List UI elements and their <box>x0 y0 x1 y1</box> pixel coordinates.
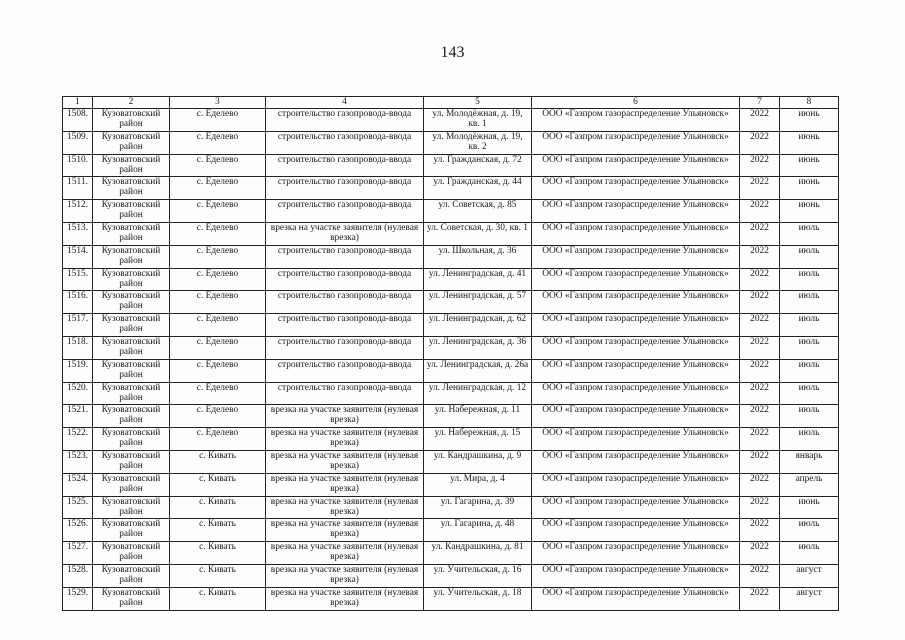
month-cell: август <box>780 587 839 610</box>
month-cell: июль <box>780 405 839 428</box>
table-row <box>63 382 839 405</box>
work-type-cell: строительство газопровода-ввода <box>266 245 424 268</box>
work-type-cell: врезка на участке заявителя (нулевая врезка) <box>266 542 424 565</box>
year-cell: 2022 <box>740 222 780 245</box>
address-cell: ул. Гагарина, д. 48 <box>424 519 532 542</box>
district-cell: Кузоватовский район <box>93 222 170 245</box>
work-type-cell: строительство газопровода-ввода <box>266 154 424 177</box>
address-cell: ул. Гражданская, д. 44 <box>424 177 532 200</box>
settlement-cell: с. Еделево <box>170 222 266 245</box>
address-cell: ул. Ленинградская, д. 36 <box>424 336 532 359</box>
address-cell: ул. Ленинградская, д. 12 <box>424 382 532 405</box>
address-cell: ул. Учительская, д. 16 <box>424 564 532 587</box>
district-cell: Кузоватовский район <box>93 519 170 542</box>
settlement-cell: с. Кивать <box>170 587 266 610</box>
work-type-cell: строительство газопровода-ввода <box>266 382 424 405</box>
month-cell: июнь <box>780 131 839 154</box>
header-col-4: 4 <box>266 97 424 109</box>
table-row <box>63 587 839 610</box>
page-number: 143 <box>440 44 465 61</box>
header-col-3: 3 <box>170 97 266 109</box>
work-type-cell: строительство газопровода-ввода <box>266 314 424 337</box>
district-cell: Кузоватовский район <box>93 359 170 382</box>
settlement-cell: с. Еделево <box>170 177 266 200</box>
row-number-cell: 1523. <box>63 450 93 473</box>
settlement-cell: с. Еделево <box>170 200 266 223</box>
year-cell: 2022 <box>740 428 780 451</box>
settlement-cell: с. Еделево <box>170 428 266 451</box>
work-type-cell: врезка на участке заявителя (нулевая врезка) <box>266 587 424 610</box>
settlement-cell: с. Еделево <box>170 382 266 405</box>
organization-cell: ООО «Газпром газораспределение Ульяновск» <box>532 382 740 405</box>
settlement-cell: с. Кивать <box>170 519 266 542</box>
work-type-cell: врезка на участке заявителя (нулевая врезка) <box>266 405 424 428</box>
year-cell: 2022 <box>740 245 780 268</box>
district-cell: Кузоватовский район <box>93 131 170 154</box>
table-row <box>63 154 839 177</box>
table-row <box>63 109 839 132</box>
header-col-7: 7 <box>740 97 780 109</box>
address-cell: ул. Набережная, д. 11 <box>424 405 532 428</box>
address-cell: ул. Кандрашкина, д. 9 <box>424 450 532 473</box>
month-cell: июль <box>780 222 839 245</box>
row-number-cell: 1510. <box>63 154 93 177</box>
row-number-cell: 1516. <box>63 291 93 314</box>
organization-cell: ООО «Газпром газораспределение Ульяновск» <box>532 268 740 291</box>
work-type-cell: строительство газопровода-ввода <box>266 268 424 291</box>
address-cell: ул. Школьная, д. 36 <box>424 245 532 268</box>
organization-cell: ООО «Газпром газораспределение Ульяновск» <box>532 314 740 337</box>
organization-cell: ООО «Газпром газораспределение Ульяновск» <box>532 450 740 473</box>
work-type-cell: врезка на участке заявителя (нулевая врезка) <box>266 496 424 519</box>
settlement-cell: с. Еделево <box>170 109 266 132</box>
year-cell: 2022 <box>740 200 780 223</box>
organization-cell: ООО «Газпром газораспределение Ульяновск» <box>532 542 740 565</box>
year-cell: 2022 <box>740 314 780 337</box>
month-cell: июль <box>780 336 839 359</box>
table-row <box>63 131 839 154</box>
address-cell: ул. Молодёжная, д. 19, кв. 2 <box>424 131 532 154</box>
organization-cell: ООО «Газпром газораспределение Ульяновск» <box>532 177 740 200</box>
address-cell: ул. Ленинградская, д. 26а <box>424 359 532 382</box>
year-cell: 2022 <box>740 542 780 565</box>
month-cell: июнь <box>780 177 839 200</box>
settlement-cell: с. Кивать <box>170 496 266 519</box>
organization-cell: ООО «Газпром газораспределение Ульяновск» <box>532 336 740 359</box>
table-row <box>63 291 839 314</box>
organization-cell: ООО «Газпром газораспределение Ульяновск» <box>532 200 740 223</box>
organization-cell: ООО «Газпром газораспределение Ульяновск» <box>532 154 740 177</box>
year-cell: 2022 <box>740 177 780 200</box>
settlement-cell: с. Еделево <box>170 268 266 291</box>
table-row <box>63 336 839 359</box>
row-number-cell: 1521. <box>63 405 93 428</box>
year-cell: 2022 <box>740 450 780 473</box>
month-cell: август <box>780 564 839 587</box>
table-row <box>63 222 839 245</box>
month-cell: апрель <box>780 473 839 496</box>
work-type-cell: врезка на участке заявителя (нулевая врезка) <box>266 222 424 245</box>
row-number-cell: 1511. <box>63 177 93 200</box>
row-number-cell: 1513. <box>63 222 93 245</box>
organization-cell: ООО «Газпром газораспределение Ульяновск» <box>532 496 740 519</box>
organization-cell: ООО «Газпром газораспределение Ульяновск» <box>532 519 740 542</box>
year-cell: 2022 <box>740 564 780 587</box>
district-cell: Кузоватовский район <box>93 564 170 587</box>
month-cell: июль <box>780 314 839 337</box>
header-col-6: 6 <box>532 97 740 109</box>
address-cell: ул. Набережная, д. 15 <box>424 428 532 451</box>
organization-cell: ООО «Газпром газораспределение Ульяновск» <box>532 222 740 245</box>
month-cell: июнь <box>780 200 839 223</box>
row-number-cell: 1508. <box>63 109 93 132</box>
organization-cell: ООО «Газпром газораспределение Ульяновск» <box>532 405 740 428</box>
settlement-cell: с. Еделево <box>170 245 266 268</box>
table-row <box>63 359 839 382</box>
work-type-cell: строительство газопровода-ввода <box>266 200 424 223</box>
district-cell: Кузоватовский район <box>93 177 170 200</box>
organization-cell: ООО «Газпром газораспределение Ульяновск» <box>532 131 740 154</box>
row-number-cell: 1529. <box>63 587 93 610</box>
table-row <box>63 200 839 223</box>
district-cell: Кузоватовский район <box>93 268 170 291</box>
district-cell: Кузоватовский район <box>93 336 170 359</box>
address-cell: ул. Гражданская, д. 72 <box>424 154 532 177</box>
district-cell: Кузоватовский район <box>93 154 170 177</box>
work-type-cell: врезка на участке заявителя (нулевая врезка) <box>266 564 424 587</box>
address-cell: ул. Советская, д. 85 <box>424 200 532 223</box>
district-cell: Кузоватовский район <box>93 291 170 314</box>
row-number-cell: 1520. <box>63 382 93 405</box>
work-type-cell: врезка на участке заявителя (нулевая врезка) <box>266 428 424 451</box>
table-row <box>63 245 839 268</box>
year-cell: 2022 <box>740 473 780 496</box>
organization-cell: ООО «Газпром газораспределение Ульяновск» <box>532 473 740 496</box>
year-cell: 2022 <box>740 131 780 154</box>
table-row <box>63 268 839 291</box>
work-type-cell: строительство газопровода-ввода <box>266 177 424 200</box>
settlement-cell: с. Кивать <box>170 450 266 473</box>
month-cell: июнь <box>780 109 839 132</box>
work-type-cell: строительство газопровода-ввода <box>266 359 424 382</box>
row-number-cell: 1514. <box>63 245 93 268</box>
address-cell: ул. Мира, д. 4 <box>424 473 532 496</box>
year-cell: 2022 <box>740 519 780 542</box>
organization-cell: ООО «Газпром газораспределение Ульяновск» <box>532 564 740 587</box>
address-cell: ул. Учительская, д. 18 <box>424 587 532 610</box>
month-cell: июль <box>780 245 839 268</box>
work-type-cell: врезка на участке заявителя (нулевая врезка) <box>266 519 424 542</box>
address-cell: ул. Ленинградская, д. 57 <box>424 291 532 314</box>
table-header <box>63 97 839 109</box>
row-number-cell: 1522. <box>63 428 93 451</box>
row-number-cell: 1519. <box>63 359 93 382</box>
row-number-cell: 1528. <box>63 564 93 587</box>
month-cell: июль <box>780 268 839 291</box>
work-type-cell: строительство газопровода-ввода <box>266 291 424 314</box>
row-number-cell: 1515. <box>63 268 93 291</box>
row-number-cell: 1512. <box>63 200 93 223</box>
table-row <box>63 564 839 587</box>
table-row <box>63 496 839 519</box>
work-type-cell: строительство газопровода-ввода <box>266 336 424 359</box>
month-cell: июль <box>780 542 839 565</box>
year-cell: 2022 <box>740 359 780 382</box>
month-cell: июль <box>780 519 839 542</box>
organization-cell: ООО «Газпром газораспределение Ульяновск» <box>532 291 740 314</box>
data-table <box>62 96 839 611</box>
district-cell: Кузоватовский район <box>93 542 170 565</box>
district-cell: Кузоватовский район <box>93 405 170 428</box>
district-cell: Кузоватовский район <box>93 450 170 473</box>
year-cell: 2022 <box>740 154 780 177</box>
district-cell: Кузоватовский район <box>93 473 170 496</box>
district-cell: Кузоватовский район <box>93 428 170 451</box>
year-cell: 2022 <box>740 336 780 359</box>
header-col-8: 8 <box>780 97 839 109</box>
district-cell: Кузоватовский район <box>93 587 170 610</box>
row-number-cell: 1517. <box>63 314 93 337</box>
address-cell: ул. Ленинградская, д. 41 <box>424 268 532 291</box>
district-cell: Кузоватовский район <box>93 200 170 223</box>
table-row <box>63 314 839 337</box>
table-row <box>63 428 839 451</box>
table-row <box>63 450 839 473</box>
address-cell: ул. Гагарина, д. 39 <box>424 496 532 519</box>
row-number-cell: 1525. <box>63 496 93 519</box>
row-number-cell: 1527. <box>63 542 93 565</box>
header-row <box>63 97 839 109</box>
year-cell: 2022 <box>740 405 780 428</box>
year-cell: 2022 <box>740 268 780 291</box>
year-cell: 2022 <box>740 291 780 314</box>
table-row <box>63 519 839 542</box>
row-number-cell: 1526. <box>63 519 93 542</box>
work-type-cell: врезка на участке заявителя (нулевая врезка) <box>266 450 424 473</box>
table-row <box>63 542 839 565</box>
table-row <box>63 177 839 200</box>
settlement-cell: с. Кивать <box>170 473 266 496</box>
district-cell: Кузоватовский район <box>93 382 170 405</box>
settlement-cell: с. Еделево <box>170 405 266 428</box>
address-cell: ул. Кандрашкина, д. 81 <box>424 542 532 565</box>
settlement-cell: с. Еделево <box>170 359 266 382</box>
district-cell: Кузоватовский район <box>93 496 170 519</box>
organization-cell: ООО «Газпром газораспределение Ульяновск» <box>532 245 740 268</box>
address-cell: ул. Советская, д. 30, кв. 1 <box>424 222 532 245</box>
settlement-cell: с. Еделево <box>170 314 266 337</box>
work-type-cell: строительство газопровода-ввода <box>266 109 424 132</box>
year-cell: 2022 <box>740 587 780 610</box>
district-cell: Кузоватовский район <box>93 245 170 268</box>
district-cell: Кузоватовский район <box>93 109 170 132</box>
year-cell: 2022 <box>740 109 780 132</box>
year-cell: 2022 <box>740 496 780 519</box>
organization-cell: ООО «Газпром газораспределение Ульяновск» <box>532 109 740 132</box>
month-cell: июль <box>780 382 839 405</box>
organization-cell: ООО «Газпром газораспределение Ульяновск» <box>532 587 740 610</box>
row-number-cell: 1524. <box>63 473 93 496</box>
month-cell: июнь <box>780 154 839 177</box>
month-cell: июль <box>780 359 839 382</box>
work-type-cell: строительство газопровода-ввода <box>266 131 424 154</box>
settlement-cell: с. Еделево <box>170 131 266 154</box>
district-cell: Кузоватовский район <box>93 314 170 337</box>
month-cell: июль <box>780 428 839 451</box>
month-cell: июнь <box>780 496 839 519</box>
settlement-cell: с. Кивать <box>170 542 266 565</box>
row-number-cell: 1518. <box>63 336 93 359</box>
header-col-1: 1 <box>63 97 93 109</box>
settlement-cell: с. Еделево <box>170 154 266 177</box>
table-row <box>63 473 839 496</box>
work-type-cell: врезка на участке заявителя (нулевая врезка) <box>266 473 424 496</box>
settlement-cell: с. Кивать <box>170 564 266 587</box>
settlement-cell: с. Еделево <box>170 291 266 314</box>
month-cell: январь <box>780 450 839 473</box>
header-col-5: 5 <box>424 97 532 109</box>
header-col-2: 2 <box>93 97 170 109</box>
organization-cell: ООО «Газпром газораспределение Ульяновск» <box>532 428 740 451</box>
address-cell: ул. Молодёжная, д. 19, кв. 1 <box>424 109 532 132</box>
address-cell: ул. Ленинградская, д. 62 <box>424 314 532 337</box>
settlement-cell: с. Еделево <box>170 336 266 359</box>
table-row <box>63 405 839 428</box>
month-cell: июль <box>780 291 839 314</box>
row-number-cell: 1509. <box>63 131 93 154</box>
year-cell: 2022 <box>740 382 780 405</box>
organization-cell: ООО «Газпром газораспределение Ульяновск» <box>532 359 740 382</box>
table-body <box>63 109 839 611</box>
